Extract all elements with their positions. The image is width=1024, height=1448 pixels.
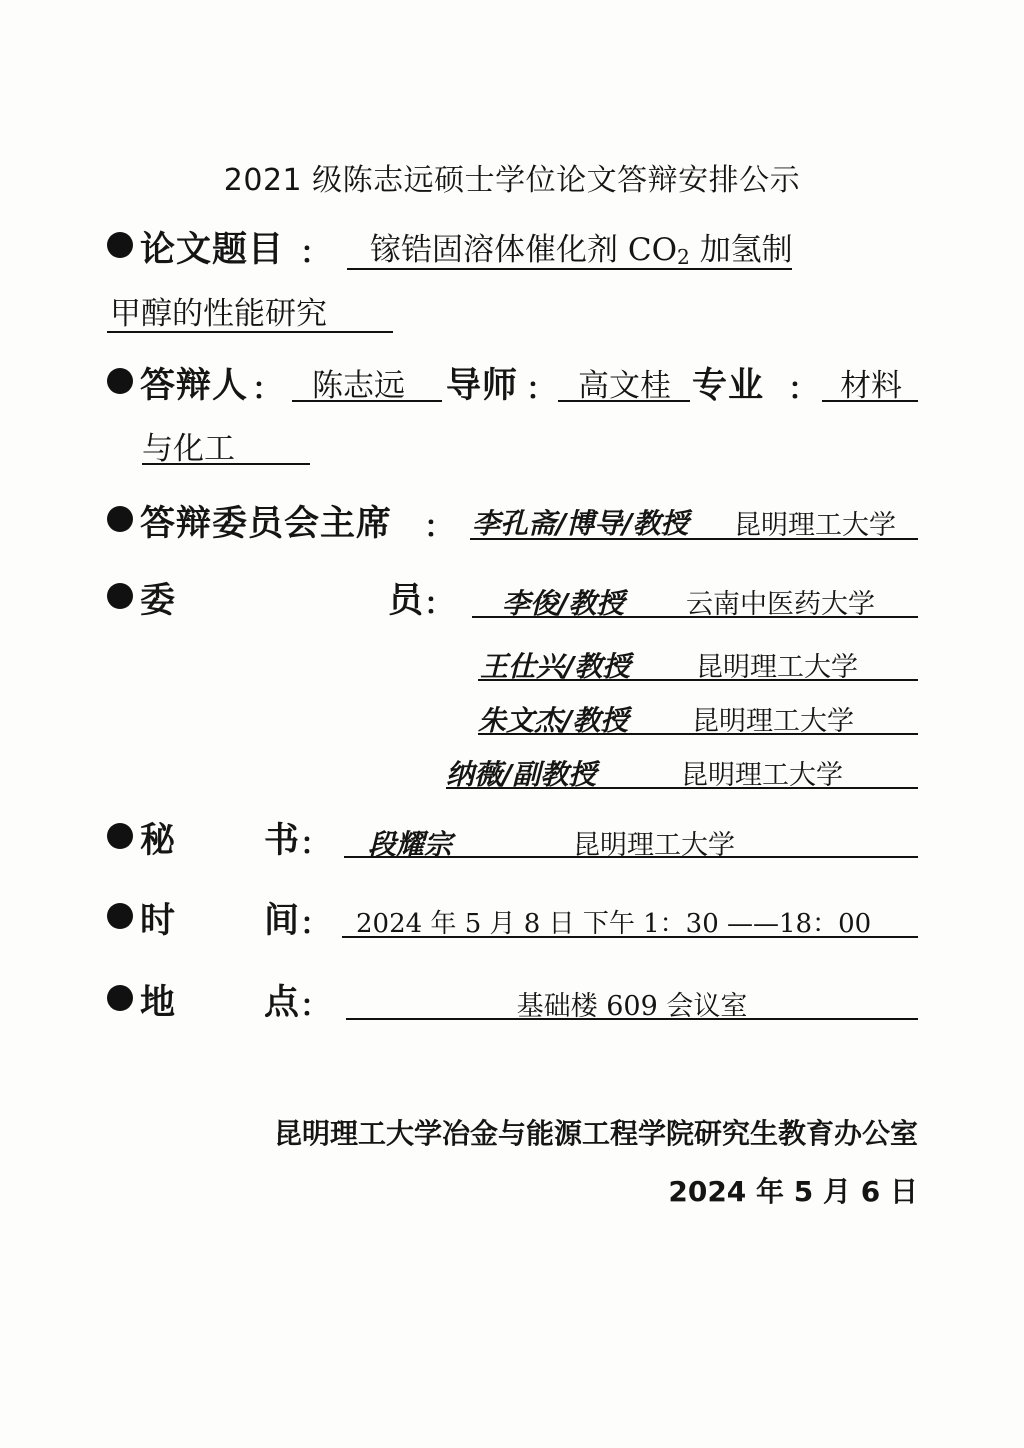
- advisor-colon: ：: [526, 372, 556, 407]
- advisor-label: 导师: [446, 366, 519, 406]
- chair-underline: [470, 538, 918, 540]
- member-underline: [478, 733, 918, 735]
- place-label-a: 地: [140, 983, 177, 1023]
- member-name: 纳薇/副教授: [446, 758, 597, 791]
- time-value: 2024 年 5 月 8 日 下午 1：30 ——18：00: [356, 909, 872, 939]
- defender-colon: ：: [252, 372, 282, 407]
- member-name: 李俊/教授: [502, 587, 625, 620]
- member-affiliation: 昆明理工大学: [681, 760, 843, 791]
- defender-underline: [292, 400, 442, 402]
- member-underline: [446, 787, 918, 789]
- thesis-title-line2: 甲醇的性能研究: [110, 296, 327, 332]
- chair-name: 李孔斋/博导/教授: [472, 507, 689, 540]
- secretary-label-b: 书: [264, 821, 301, 861]
- member-affiliation: 昆明理工大学: [696, 652, 858, 683]
- major-line2: 与化工: [142, 431, 235, 467]
- chair-colon: ：: [424, 510, 454, 545]
- bullet-icon: [107, 823, 133, 849]
- bullet-icon: [107, 368, 133, 394]
- place-value: 基础楼 609 会议室: [516, 991, 748, 1022]
- chair-affiliation: 昆明理工大学: [734, 510, 896, 541]
- chair-label: 答辩委员会主席: [140, 504, 393, 544]
- members-label-a: 委: [140, 581, 177, 621]
- thesis-title-line1: 镓锆固溶体催化剂 $CO_2$ 加氢制: [370, 232, 793, 270]
- thesis-underline-1: [347, 268, 792, 270]
- member-affiliation: 云南中医药大学: [686, 589, 875, 620]
- advisor-name: 高文桂: [578, 368, 671, 404]
- issue-date: 2024 年 5 月 6 日: [668, 1175, 918, 1208]
- major-underline-2: [142, 463, 310, 465]
- place-underline: [346, 1018, 918, 1020]
- thesis-label: 论文题目: [140, 230, 285, 270]
- bullet-icon: [107, 506, 133, 532]
- time-label-a: 时: [140, 901, 177, 941]
- secretary-underline: [344, 856, 918, 858]
- major-colon: ：: [788, 372, 818, 407]
- member-underline: [478, 679, 918, 681]
- place-label-b: 点: [264, 983, 301, 1023]
- thesis-underline-2: [107, 331, 393, 333]
- member-underline: [472, 616, 918, 618]
- member-name: 王仕兴/教授: [480, 650, 631, 683]
- major-line1: 材料: [840, 368, 902, 404]
- bullet-icon: [107, 232, 133, 258]
- bullet-icon: [107, 985, 133, 1011]
- time-underline: [342, 936, 918, 938]
- defender-label: 答辩人: [140, 366, 249, 406]
- major-label: 专业: [692, 366, 765, 406]
- page-title: 2021 级陈志远硕士学位论文答辩安排公示: [223, 163, 801, 198]
- secretary-label-a: 秘: [140, 821, 177, 861]
- advisor-underline: [558, 400, 690, 402]
- members-label-b: 员: [388, 581, 425, 621]
- bullet-icon: [107, 903, 133, 929]
- defender-name: 陈志远: [312, 368, 405, 404]
- time-colon: ：: [300, 907, 330, 942]
- major-underline-1: [822, 400, 918, 402]
- secretary-name: 段耀宗: [368, 828, 453, 861]
- member-affiliation: 昆明理工大学: [692, 706, 854, 737]
- secretary-affiliation: 昆明理工大学: [573, 830, 735, 861]
- members-colon: ：: [424, 587, 454, 622]
- member-name: 朱文杰/教授: [478, 704, 629, 737]
- secretary-colon: ：: [300, 827, 330, 862]
- time-label-b: 间: [264, 901, 301, 941]
- thesis-colon: ：: [300, 236, 330, 271]
- issuing-office: 昆明理工大学冶金与能源工程学院研究生教育办公室: [273, 1117, 918, 1150]
- bullet-icon: [107, 583, 133, 609]
- place-colon: ：: [300, 989, 330, 1024]
